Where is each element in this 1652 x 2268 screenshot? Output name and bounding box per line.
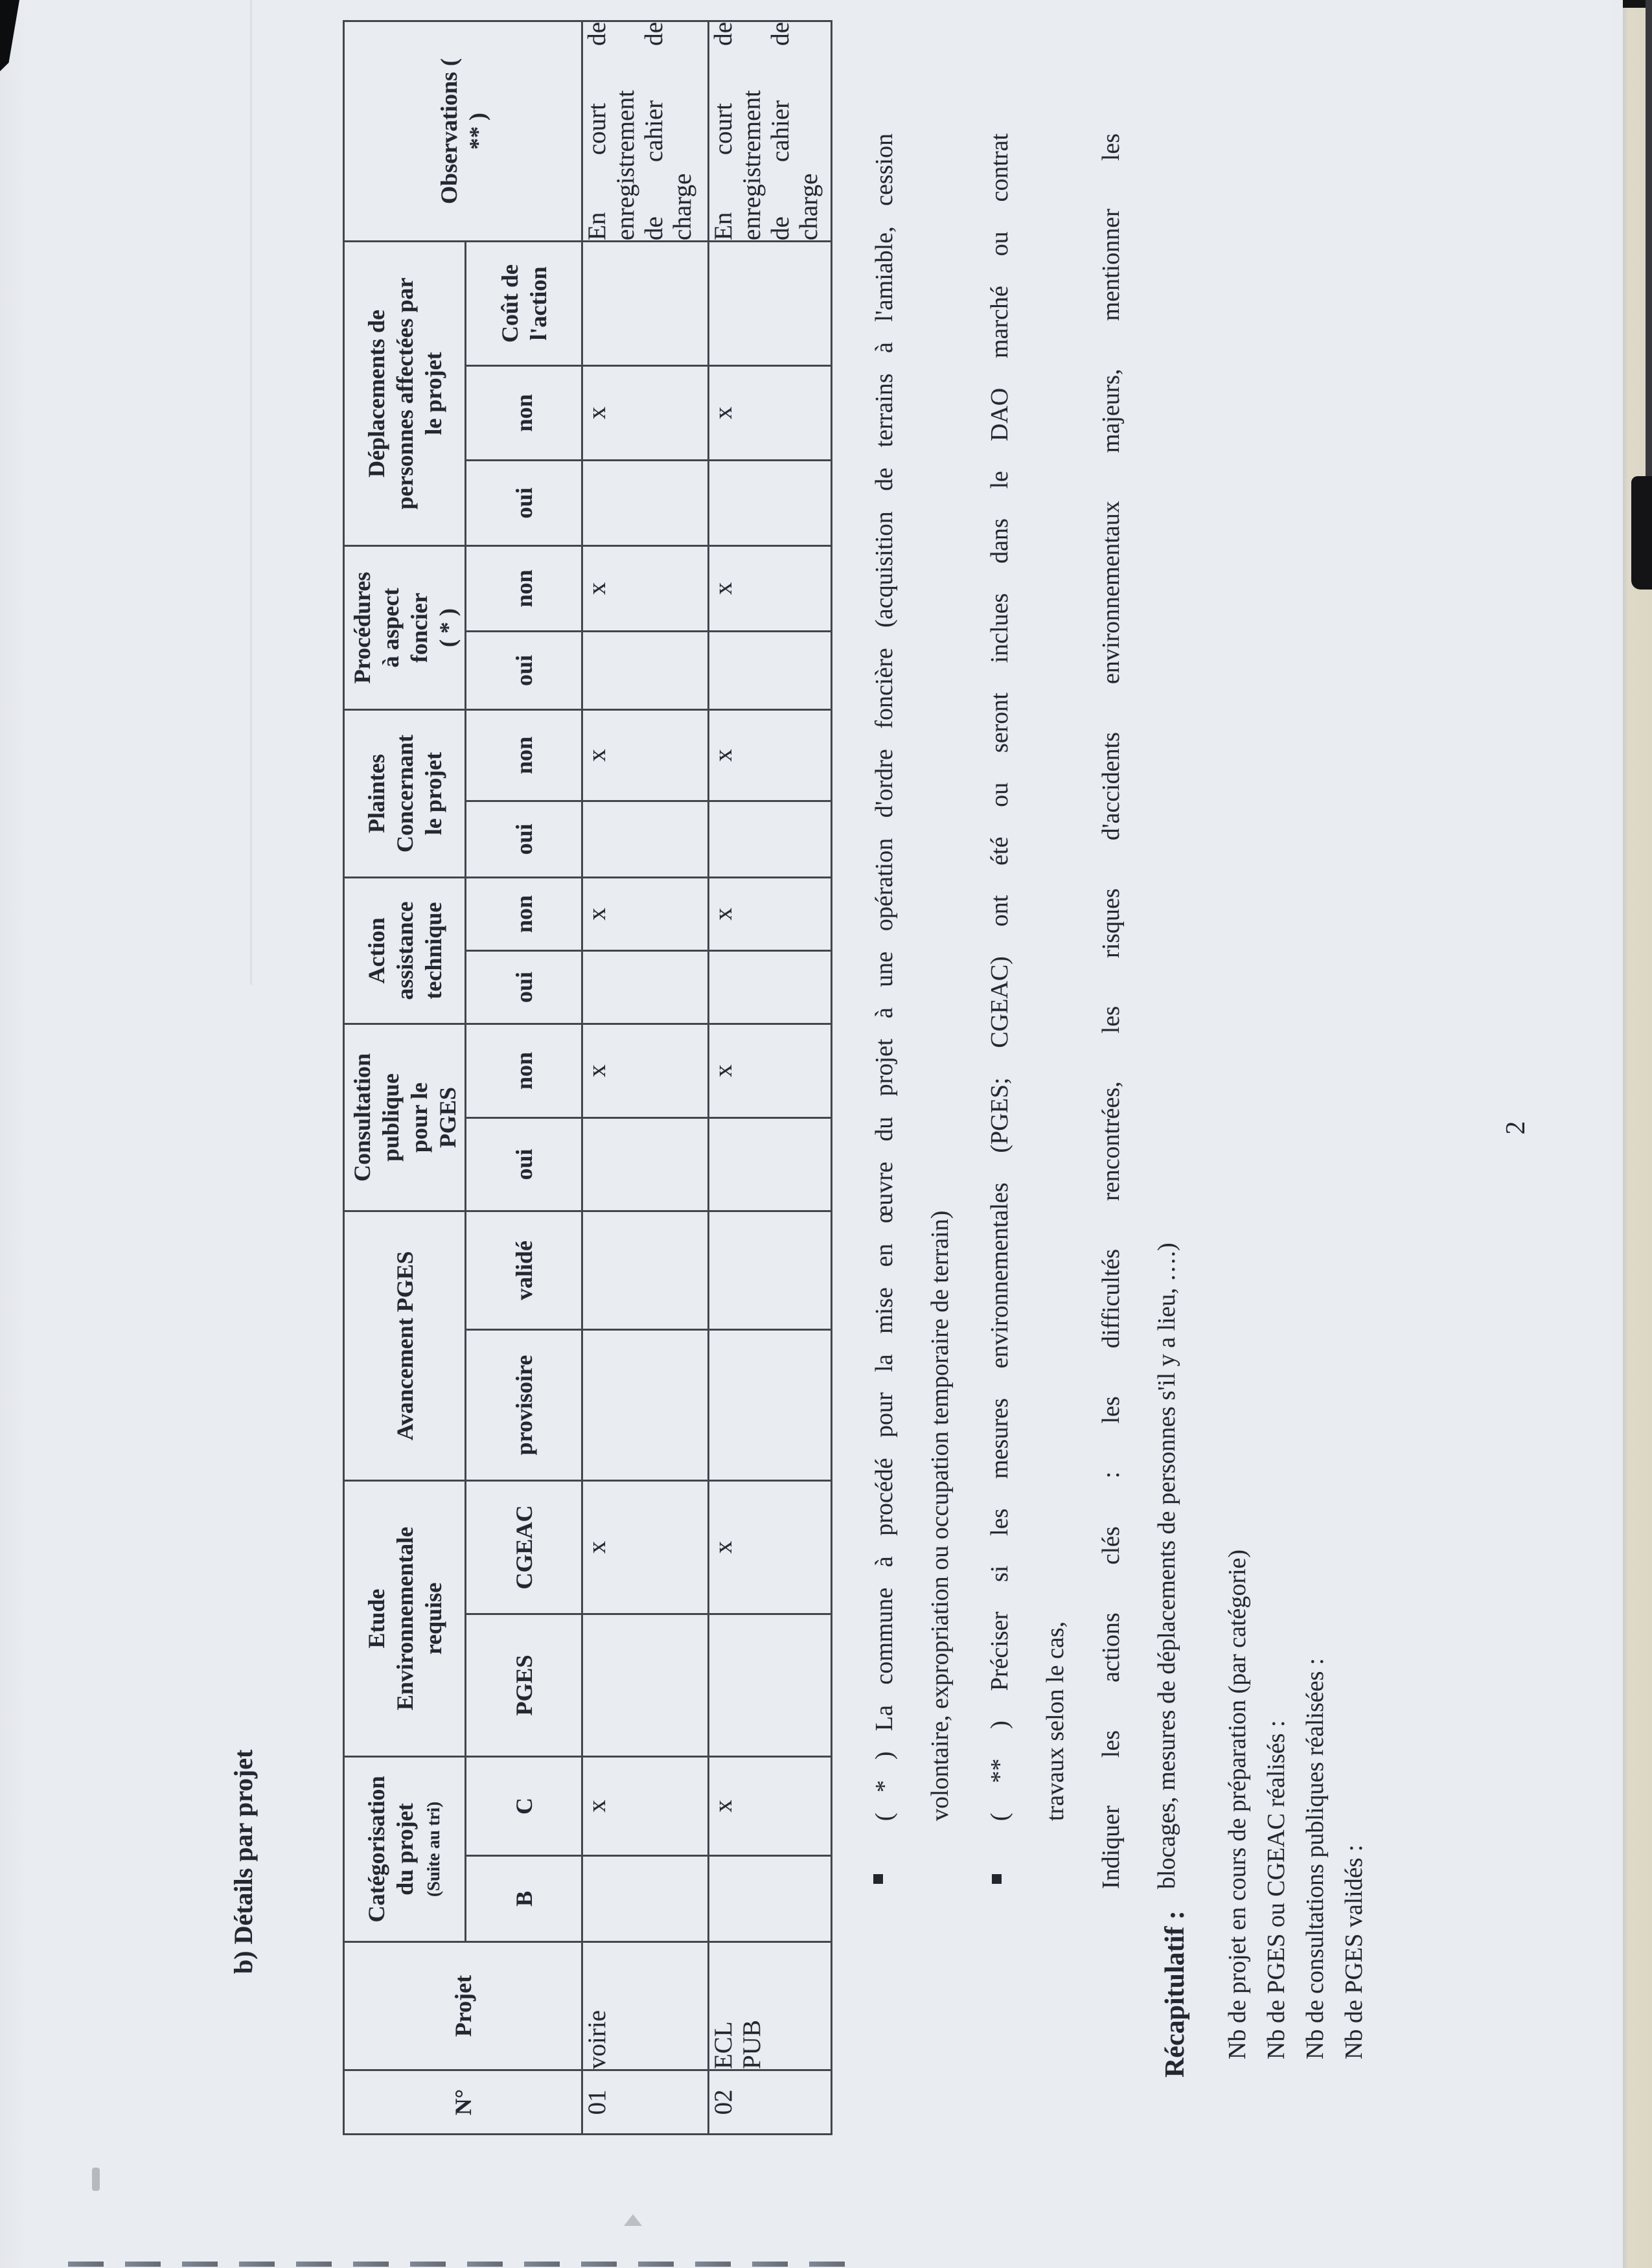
subheader-procedures-non: non — [466, 545, 582, 631]
row02-cell-deplacements-oui — [709, 460, 832, 545]
header-consultation: Consultation publique pour le PGES — [344, 1024, 466, 1211]
row02-cell-b — [709, 1856, 832, 1942]
scan-artifact-bottom-edge — [68, 2262, 845, 2267]
row01-num: 01 — [582, 2070, 709, 2135]
row02-cell-action-oui — [709, 951, 832, 1024]
row02-cell-action-non: x — [709, 878, 832, 951]
row01-cell-consult-non: x — [582, 1024, 709, 1118]
table-row-02 — [709, 21, 832, 2134]
subheader-valide: validé — [466, 1211, 582, 1330]
footnote-doublestar-part1: ( ** ) Préciser si les mesures environnementales (PGES; CGEAC) ont été ou seront inclues dans le DAO marché ou contrat travaux selon le cas, — [986, 133, 1069, 1821]
subheader-consult-non: non — [466, 1024, 582, 1118]
subheader-c: C — [466, 1757, 582, 1856]
row01-cell-deplacements-oui — [582, 460, 709, 545]
page-number: 2 — [1501, 1121, 1531, 1135]
row01-cell-plaintes-non: x — [582, 710, 709, 801]
subheader-deplacements-non: non — [466, 365, 582, 460]
row02-cell-valide — [709, 1211, 832, 1330]
row01-cell-action-non: x — [582, 878, 709, 951]
header-projet: Projet — [344, 1942, 582, 2070]
subheader-plaintes-oui: oui — [466, 801, 582, 878]
header-plaintes: Plaintes Concernant le projet — [344, 710, 466, 878]
row02-cell-deplacements-non: x — [709, 365, 832, 460]
subheader-plaintes-non: non — [466, 710, 582, 801]
row01-cell-provisoire — [582, 1330, 709, 1481]
subheader-deplacements-oui: oui — [466, 460, 582, 545]
footnote-doublestar-bullet-icon — [992, 1874, 1002, 1884]
row02-cell-consult-oui — [709, 1118, 832, 1211]
subheader-cgeac: CGEAC — [466, 1481, 582, 1614]
projects-table — [343, 20, 832, 2135]
paper-crease — [250, 0, 252, 985]
row02-cell-plaintes-oui — [709, 801, 832, 878]
header-num: N° — [344, 2070, 582, 2135]
header-etude: Etude Environnementale requise — [344, 1481, 466, 1757]
recap-list: Nb de projet en cours de préparation (par catégorie) Nb de PGES ou CGEAC réalisés : Nb de consultations publiques réalisées : Nb de PGES validés : — [1224, 1549, 1368, 2059]
row01-cell-procedures-non: x — [582, 545, 709, 631]
row02-cell-c: x — [709, 1757, 832, 1856]
row02-cell-cgeac: x — [709, 1481, 832, 1614]
table-row-01 — [582, 21, 709, 2134]
row01-cell-consult-oui — [582, 1118, 709, 1211]
row02-cell-cout — [709, 241, 832, 365]
recap-heading: Récapitulatif : — [1160, 1910, 1190, 2078]
header-observations: Observations ( ** ) — [344, 21, 582, 241]
row01-cell-cgeac: x — [582, 1481, 709, 1614]
row01-cell-valide — [582, 1211, 709, 1330]
subheader-pges: PGES — [466, 1614, 582, 1757]
subheader-action-non: non — [466, 878, 582, 951]
scan-artifact-left-tick — [92, 2168, 100, 2191]
header-avancement: Avancement PGES — [344, 1211, 466, 1481]
header-procedures: Procédures à aspect foncier ( * ) — [344, 545, 466, 709]
row01-cell-cout — [582, 241, 709, 365]
page-title: b) Détails par projet — [229, 1749, 258, 1974]
row02-cell-pges — [709, 1614, 832, 1757]
row02-cell-plaintes-non: x — [709, 710, 832, 801]
row02-num: 02 — [709, 2070, 832, 2135]
header-action: Action assistance technique — [344, 878, 466, 1024]
row02-cell-procedures-oui — [709, 632, 832, 710]
row01-cell-plaintes-oui — [582, 801, 709, 878]
row01-cell-pges — [582, 1614, 709, 1757]
footnote-doublestar-part2: Indiquer les actions clés : les difficultés rencontrées, les risques d'accidents environnementaux majeurs, mentionner les blocages, mesures de déplacements de personnes s'il y a lieu, ….) — [1097, 133, 1180, 1889]
header-deplacements: Déplacements de personnes affectées par le projet — [344, 241, 466, 545]
header-categorisation: Catégorisation du projet (Suite au tri) — [344, 1757, 466, 1942]
row01-projet: voirie — [582, 1942, 709, 2070]
row02-projet: ECL PUB — [709, 1942, 832, 2070]
scan-artifact-right-blob — [1631, 476, 1652, 590]
row01-cell-deplacements-non: x — [582, 365, 709, 460]
row01-cell-c: x — [582, 1757, 709, 1856]
row02-cell-procedures-non: x — [709, 545, 832, 631]
row02-observations: En court de enregistrement de cahier de charge — [709, 21, 832, 241]
footnote-star: ( * ) La commune à procédé pour la mise en œuvre du projet à une opération d'ordre foncière (acquisition de terrains à l'amiable, cession volontaire, expropriation ou occupation temporaire de terrain) — [871, 133, 954, 1821]
row01-observations: En court de enregistrement de cahier de charge — [582, 21, 709, 241]
subheader-procedures-oui: oui — [466, 632, 582, 710]
subheader-action-oui: oui — [466, 951, 582, 1024]
scan-artifact-smudge — [624, 2214, 642, 2226]
row02-cell-provisoire — [709, 1330, 832, 1481]
row01-cell-b — [582, 1856, 709, 1942]
subheader-b: B — [466, 1856, 582, 1942]
subheader-cout: Coût de l'action — [466, 241, 582, 365]
row01-cell-procedures-oui — [582, 632, 709, 710]
footnote-star-bullet-icon — [873, 1874, 883, 1884]
row02-cell-consult-non: x — [709, 1024, 832, 1118]
subheader-provisoire: provisoire — [466, 1330, 582, 1481]
subheader-consult-oui: oui — [466, 1118, 582, 1211]
row01-cell-action-oui — [582, 951, 709, 1024]
